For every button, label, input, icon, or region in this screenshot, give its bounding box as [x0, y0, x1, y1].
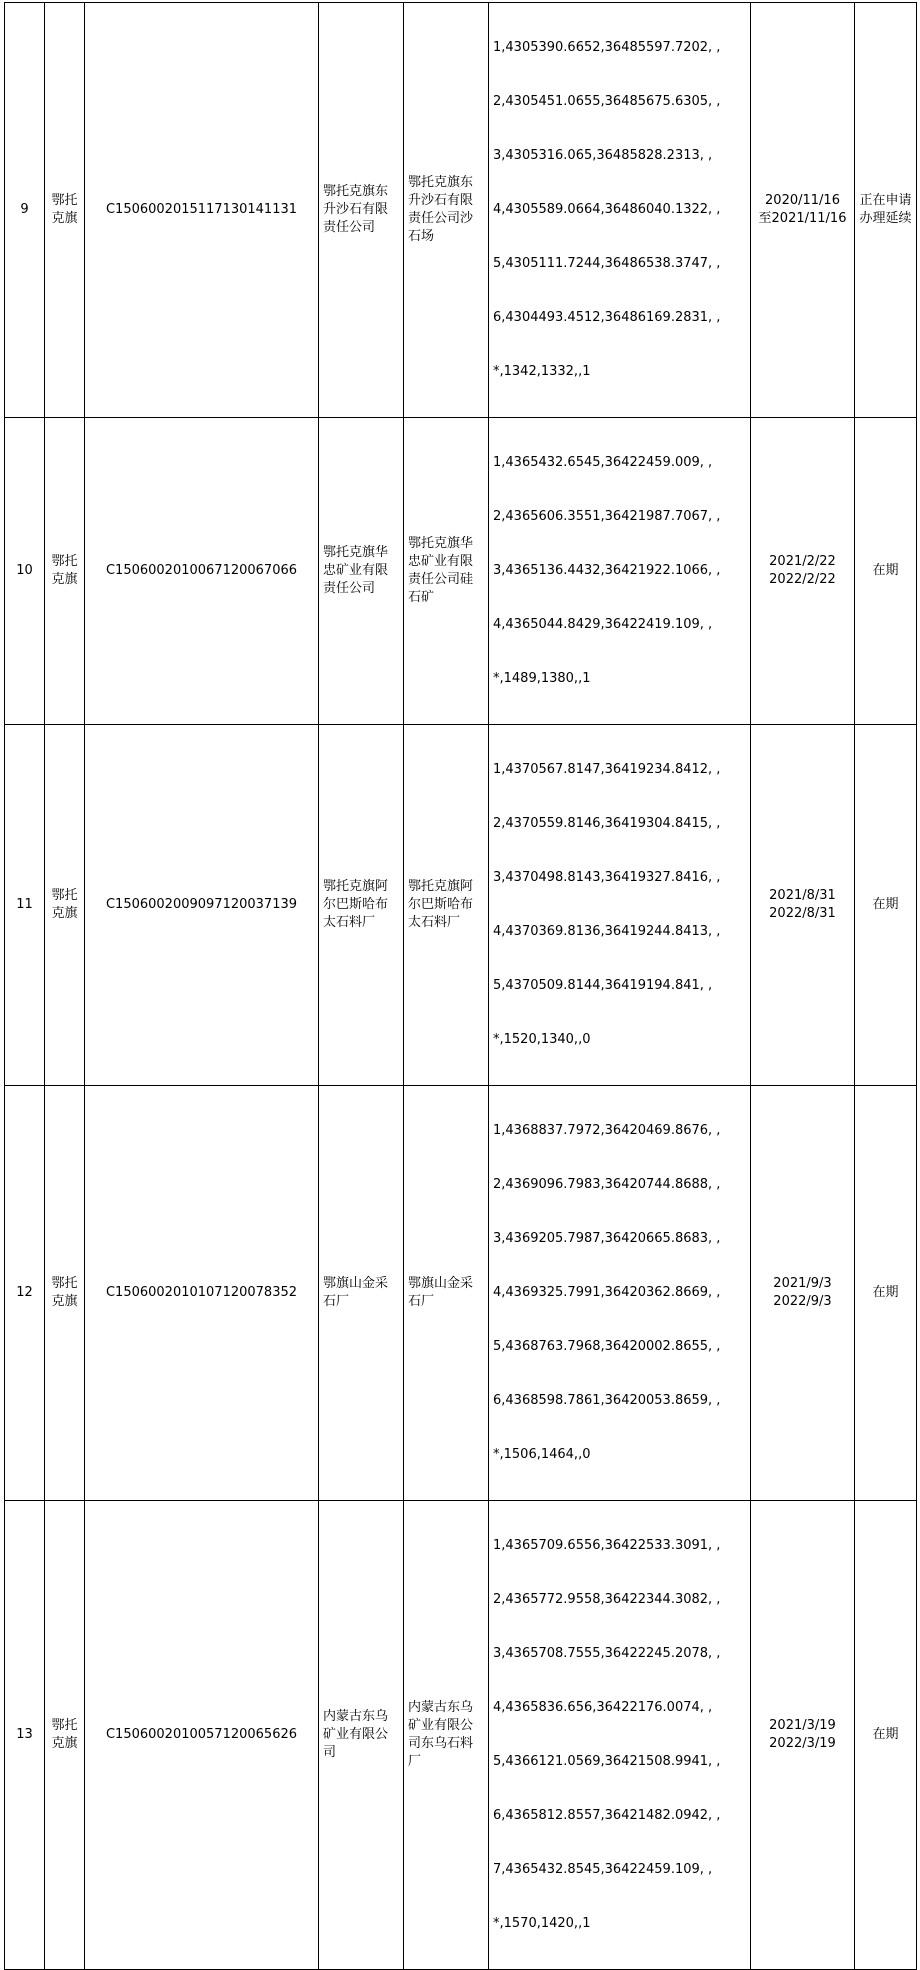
coordinate-line: 2,4305451.0655,36485675.6305, , [493, 94, 721, 109]
status-cell: 正在申请办理延续 [855, 3, 917, 418]
license-number: C1506002009097120037139 [85, 725, 319, 1086]
license-number: C1506002010107120078352 [85, 1086, 319, 1501]
validity-period: 2021/9/3 2022/9/3 [751, 1086, 855, 1501]
coordinate-line: 4,4369325.7991,36420362.8669, , [493, 1285, 721, 1300]
coordinates-cell [489, 418, 751, 725]
validity-period: 2020/11/16 至2021/11/16 [751, 3, 855, 418]
row-number: 9 [5, 3, 45, 418]
validity-period: 2021/2/22 2022/2/22 [751, 418, 855, 725]
coordinate-line: 7,4365432.8545,36422459.109, , [493, 1862, 713, 1877]
table-body [5, 3, 917, 1970]
table-row [5, 725, 917, 1086]
coordinate-line: 2,4370559.8146,36419304.8415, , [493, 816, 721, 831]
coordinate-line: 3,4369205.7987,36420665.8683, , [493, 1231, 721, 1246]
license-holder: 内蒙古东乌矿业有限公司 [319, 1501, 404, 1970]
coordinate-line: 1,4305390.6652,36485597.7202, , [493, 40, 721, 55]
row-number: 12 [5, 1086, 45, 1501]
coordinate-line: 4,4305589.0664,36486040.1322, , [493, 202, 721, 217]
region-cell: 鄂托克旗 [45, 418, 85, 725]
table-row [5, 418, 917, 725]
coordinate-line: 2,4369096.7983,36420744.8688, , [493, 1177, 721, 1192]
coordinate-line: 3,4365136.4432,36421922.1066, , [493, 563, 721, 578]
table-row [5, 1086, 917, 1501]
status-cell: 在期 [855, 1501, 917, 1970]
coordinates-cell [489, 1501, 751, 1970]
status-cell: 在期 [855, 725, 917, 1086]
coordinate-line: 5,4368763.7968,36420002.8655, , [493, 1339, 721, 1354]
license-holder: 鄂托克旗华忠矿业有限责任公司 [319, 418, 404, 725]
coordinate-line: 3,4370498.8143,36419327.8416, , [493, 870, 721, 885]
region-cell: 鄂托克旗 [45, 1501, 85, 1970]
coordinate-line: *,1520,1340,,0 [493, 1032, 591, 1047]
mine-name: 内蒙古东乌矿业有限公司东乌石料厂 [404, 1501, 489, 1970]
table-row [5, 1501, 917, 1970]
coordinate-line: 1,4365709.6556,36422533.3091, , [493, 1538, 721, 1553]
coordinates-cell [489, 725, 751, 1086]
validity-period: 2021/3/19 2022/3/19 [751, 1501, 855, 1970]
coordinates-cell [489, 1086, 751, 1501]
row-number: 13 [5, 1501, 45, 1970]
coordinate-line: 6,4365812.8557,36421482.0942, , [493, 1808, 721, 1823]
mine-name: 鄂托克旗东升沙石有限责任公司沙石场 [404, 3, 489, 418]
coordinate-line: *,1489,1380,,1 [493, 671, 591, 686]
coordinate-line: 1,4365432.6545,36422459.009, , [493, 455, 713, 470]
coordinate-line: *,1342,1332,,1 [493, 364, 591, 379]
coordinate-line: 4,4365836.656,36422176.0074, , [493, 1700, 713, 1715]
permits-table [4, 2, 917, 1970]
license-holder: 鄂托克旗阿尔巴斯哈布太石料厂 [319, 725, 404, 1086]
coordinates-cell [489, 3, 751, 418]
coordinate-line: *,1570,1420,,1 [493, 1916, 591, 1931]
coordinate-line: 5,4366121.0569,36421508.9941, , [493, 1754, 721, 1769]
row-number: 11 [5, 725, 45, 1086]
coordinate-line: 2,4365772.9558,36422344.3082, , [493, 1592, 721, 1607]
coordinate-line: 5,4305111.7244,36486538.3747, , [493, 256, 721, 271]
mine-name: 鄂托克旗华忠矿业有限责任公司硅石矿 [404, 418, 489, 725]
coordinate-line: 4,4365044.8429,36422419.109, , [493, 617, 713, 632]
license-number: C1506002010067120067066 [85, 418, 319, 725]
region-cell: 鄂托克旗 [45, 3, 85, 418]
license-holder: 鄂旗山金采石厂 [319, 1086, 404, 1501]
coordinate-line: 4,4370369.8136,36419244.8413, , [493, 924, 721, 939]
coordinate-line: 1,4368837.7972,36420469.8676, , [493, 1123, 721, 1138]
validity-period: 2021/8/31 2022/8/31 [751, 725, 855, 1086]
license-number: C1506002010057120065626 [85, 1501, 319, 1970]
region-cell: 鄂托克旗 [45, 725, 85, 1086]
coordinate-line: 1,4370567.8147,36419234.8412, , [493, 762, 721, 777]
region-cell: 鄂托克旗 [45, 1086, 85, 1501]
coordinate-line: 5,4370509.8144,36419194.841, , [493, 978, 713, 993]
coordinate-line: 6,4368598.7861,36420053.8659, , [493, 1393, 721, 1408]
coordinate-line: 3,4305316.065,36485828.2313, , [493, 148, 713, 163]
table-row [5, 3, 917, 418]
license-holder: 鄂托克旗东升沙石有限责任公司 [319, 3, 404, 418]
coordinate-line: *,1506,1464,,0 [493, 1447, 591, 1462]
status-cell: 在期 [855, 418, 917, 725]
status-cell: 在期 [855, 1086, 917, 1501]
mine-name: 鄂旗山金采石厂 [404, 1086, 489, 1501]
coordinate-line: 2,4365606.3551,36421987.7067, , [493, 509, 721, 524]
mine-name: 鄂托克旗阿尔巴斯哈布太石料厂 [404, 725, 489, 1086]
coordinate-line: 3,4365708.7555,36422245.2078, , [493, 1646, 721, 1661]
coordinate-line: 6,4304493.4512,36486169.2831, , [493, 310, 721, 325]
license-number: C1506002015117130141131 [85, 3, 319, 418]
row-number: 10 [5, 418, 45, 725]
